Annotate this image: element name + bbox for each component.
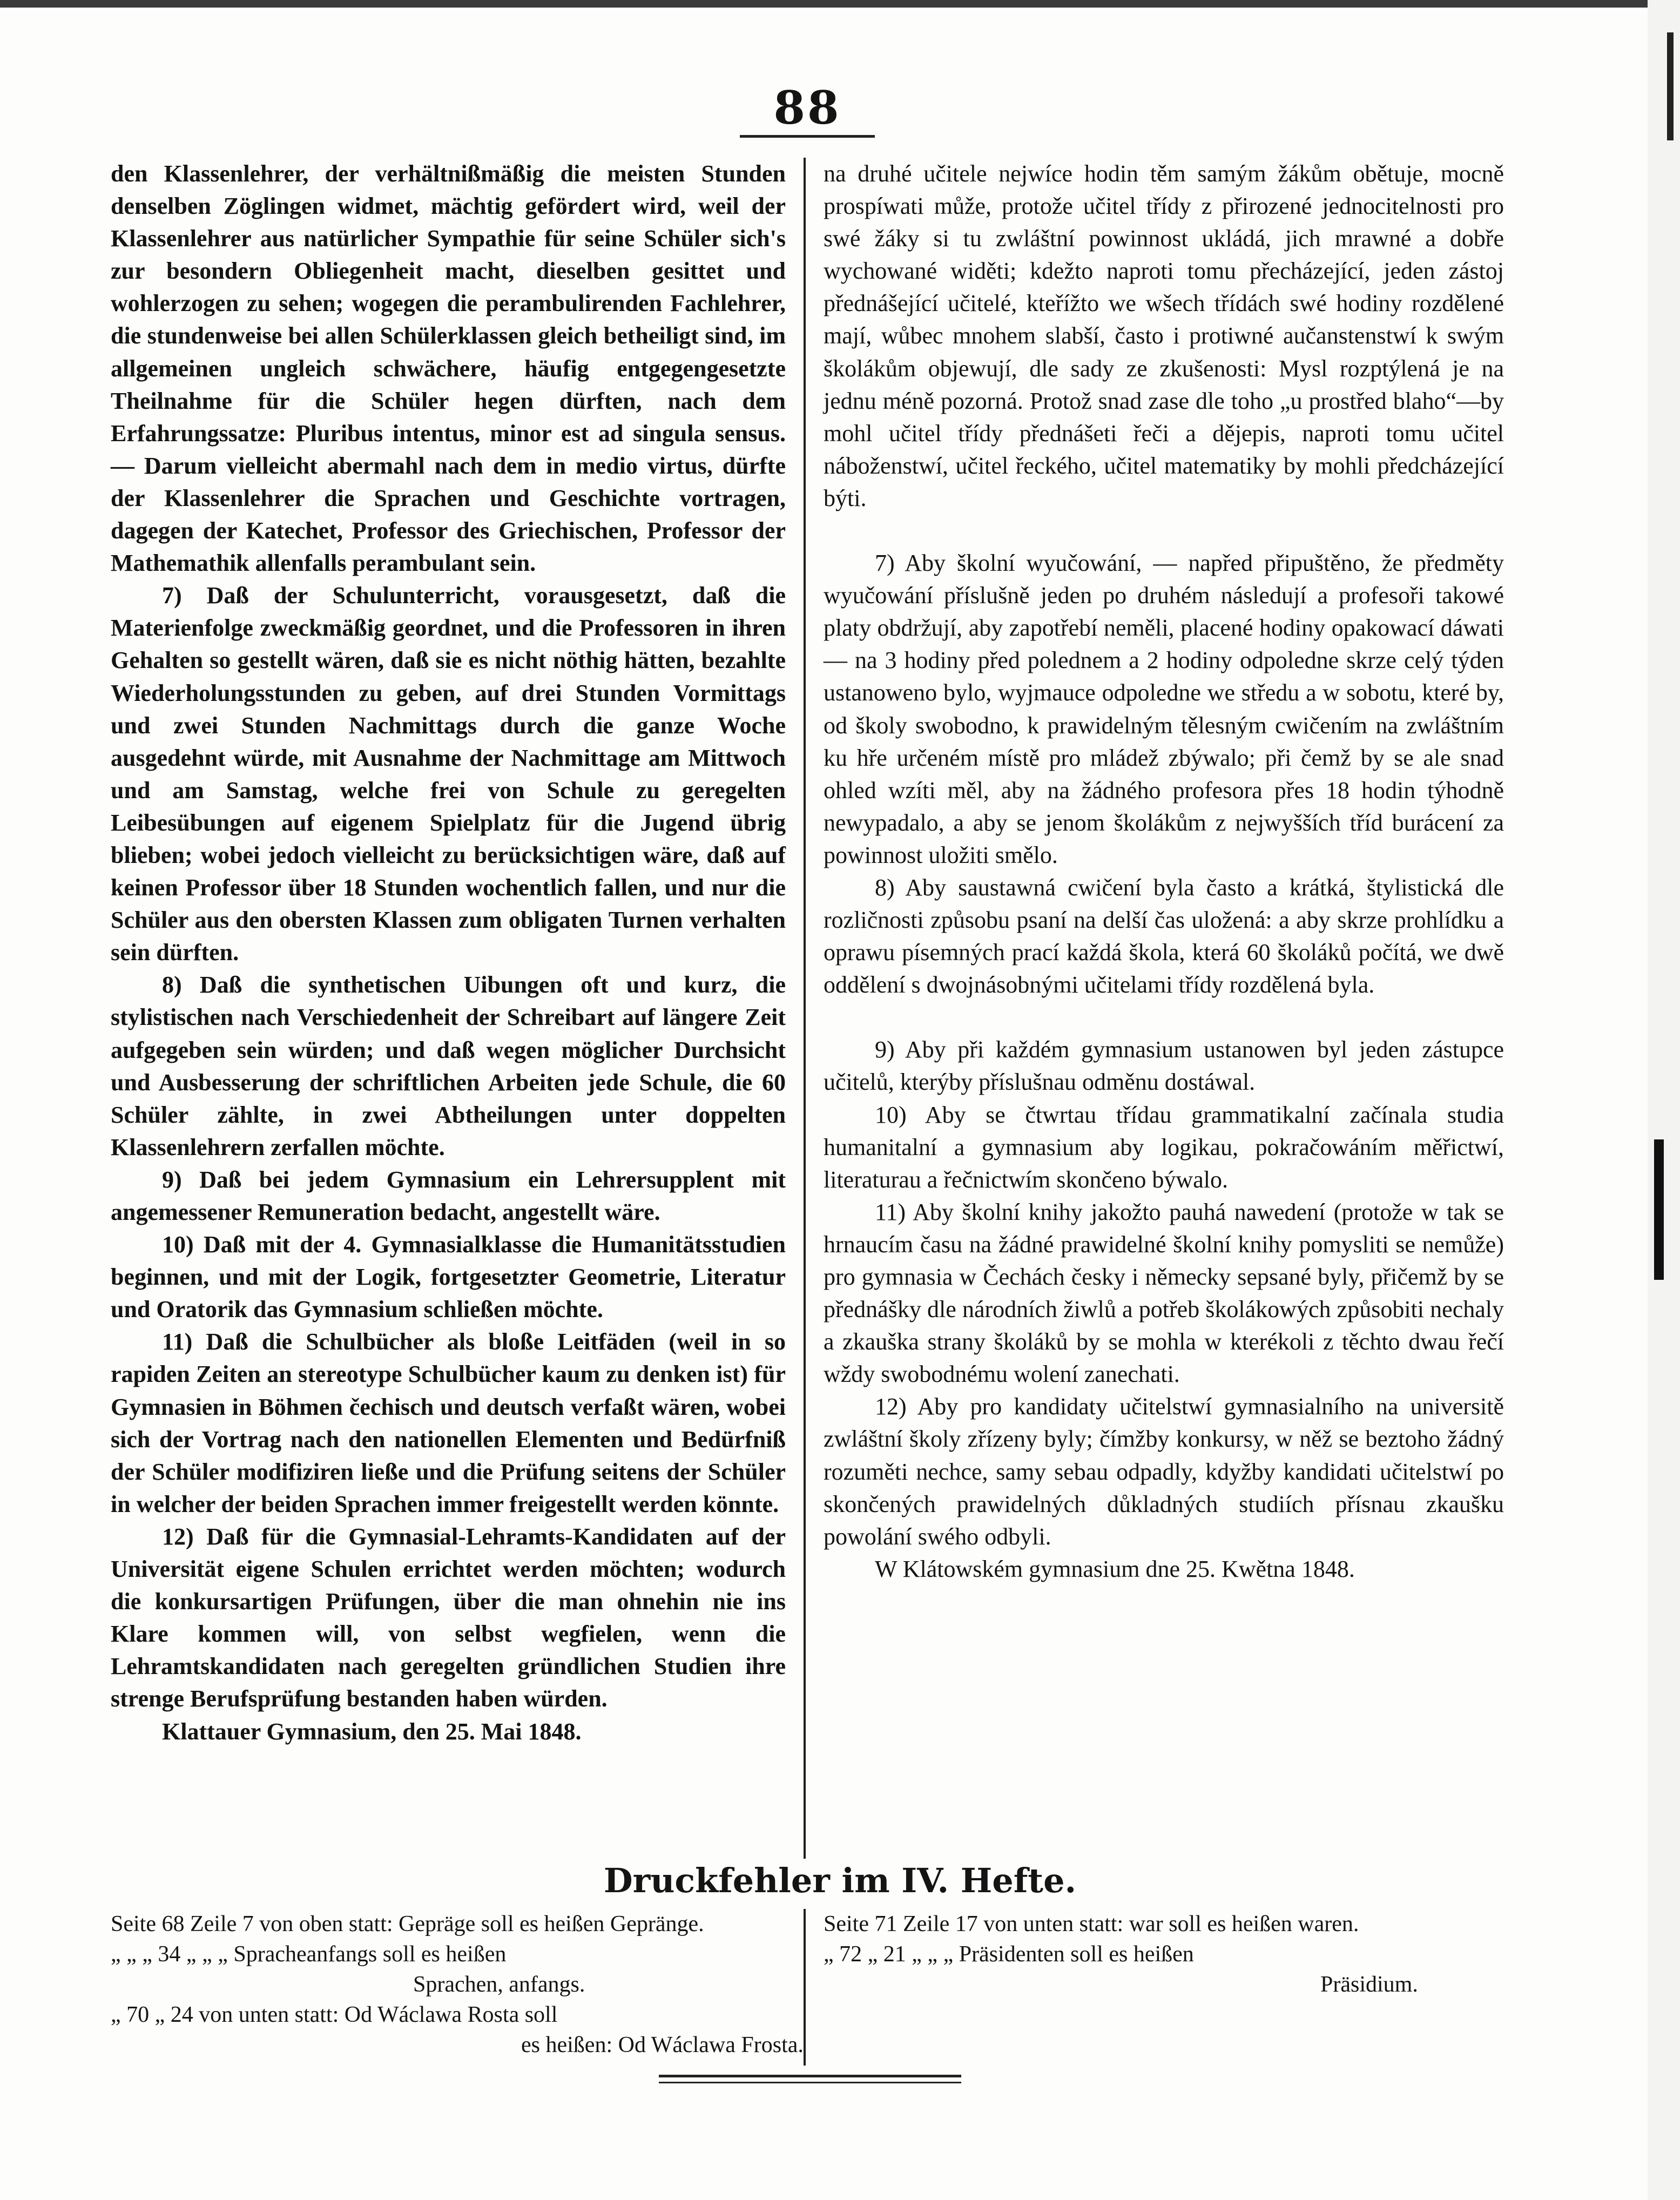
errata-left: [111, 1909, 804, 2060]
czech-column: [824, 158, 1504, 1585]
czech-paragraph: 8) Aby saustawná cwičení byla často a krátká, štylistická dle rozličnosti způsobu psaní na delší čas uložená: a aby skrze prohlídku a oprawu písemných prací každá škola, která 60 školáků počítá, we dwě oddělení s dwojnásobnými učitelami třídy rozdělená byla.: [824, 874, 1504, 998]
german-paragraph: 12) Daß für die Gymnasial-Lehramts-Kandidaten auf der Universität eigene Schulen errichtet werden möchten; wodurch die konkursartigen Prüfungen, über die man ohnehin nie ins Klare kommen will, von selbst wegfielen, wenn die Lehramtskandidaten nach geregelten gründlichen Studien ihre strenge Berufsprüfung bestanden haben würden.: [111, 1523, 786, 1712]
closing-rule: [659, 2075, 961, 2077]
errata-line: „ „ „ 34 „ „ „ Spracheanfangs soll es heißen: [111, 1942, 507, 1967]
czech-paragraph: na druhé učitele nejwíce hodin těm samým žákům obětuje, mocně prospíwati může, protože učitel třídy z přirozené jednocitelnosti pro swé žáky si tu zwláštní powinnost ukládá, jich mrawné a dobře wychowané widěti; kdežto naproti tomu přecházející, jeden zástoj přednášející učitelé, kteřížto we wšech třídách swé hodiny rozdělené mají, wůbec mnohem slabší, často i protiwné aučanstenstwí k swým školákům objewují, dle sady ze zkušenosti: Mysl rozptýlená je na jednu méně pozorná. Protož snad zase dle toho „u prostřed blaho“—by mohl učitel třídy přednášeti řeči a dějepis, naproti tomu učitel náboženstwí, učitel řeckého, učitel matematiky by mohli předcházející býti.: [824, 160, 1504, 511]
german-paragraph: 10) Daß mit der 4. Gymnasialklasse die Humanitätsstudien beginnen, und mit der Logik, fortgesetzter Geometrie, Literatur und Oratorik das Gymnasium schließen möchte.: [111, 1231, 786, 1323]
german-paragraph: 8) Daß die synthetischen Uibungen oft und kurz, die stylistischen nach Verschiedenheit der Schreibart auf längere Zeit aufgegeben sein würden; und daß wegen möglicher Durchsicht und Ausbesserung der schriftlichen Arbeiten jede Schule, die 60 Schüler zählte, in zwei Abtheilungen unter doppelten Klassenlehrern zerfallen möchte.: [111, 971, 786, 1160]
german-column: [111, 158, 786, 1748]
german-paragraph: 11) Daß die Schulbücher als bloße Leitfäden (weil in so rapiden Zeiten an stereotype Schulbücher kaum zu denken ist) für Gymnasien in Böhmen čechisch und deutsch verfaßt wären, wobei sich der Vortrag nach den nationellen Elementen und Bedürfniß der Schüler modifiziren ließe und die Prüfung seitens der Schüler in welcher der beiden Sprachen immer freigestellt werden könnte.: [111, 1328, 786, 1517]
scan-edge-mark: [1667, 32, 1674, 140]
czech-signature: W Klátowském gymnasium dne 25. Kwětna 1848.: [875, 1555, 1355, 1582]
page-number: 88: [773, 81, 841, 134]
czech-paragraph: 9) Aby při každém gymnasium ustanowen byl jeden zástupce učitelů, kterýby příslušnau odměnu dostáwal.: [824, 1036, 1504, 1096]
czech-paragraph: 11) Aby školní knihy jakožto pauhá nawedení (protože w tak se hrnaucím času na žádné prawidelné školní knihy pomysliti se nemůže) pro gymnasia w Čechách česky i německy sepsané byly, přičemž by se přednášky dle národních žiwlů a potřeb školákowých způsobiti nechaly a zkauška strany školáků by se mohla w kterékoli z těchto dwau řečí wždy swobodnému wolení zanechati.: [824, 1198, 1504, 1388]
page-number-rule: [740, 135, 875, 138]
czech-paragraph: 12) Aby pro kandidaty učitelstwí gymnasialního na universitě zwláštní školy zřízeny byly; čímžby konkursy, w něž se beztoho žádný rozuměti nechce, samy sebau odpadly, kdyžby kandidati učitelstwí po skončených prawidelných důkladných studiích přísnau zkaušku powolání swého odbyli.: [824, 1393, 1504, 1550]
column-divider: [804, 158, 806, 1859]
errata-line: Seite 71 Zeile 17 von unten statt: war soll es heißen waren.: [824, 1912, 1359, 1936]
scan-top-edge: [0, 0, 1680, 8]
czech-paragraph: 7) Aby školní wyučowání, — napřed připuštěno, že předměty wyučowání příslušně jeden po druhém následují a profesoři takowé platy obdržují, aby zapotřebí neměli, placené hodiny opakowací dáwati — na 3 hodiny před polednem a 2 hodiny odpoledne skrze celý týden ustanoweno bylo, wyjmauce odpoledne we středu a w sobotu, které by, od školy swobodno, k prawidelným tělesným cwičením na zwláštním ku hře určeném místě pro mládež zbýwalo; při čemž by se ale snad ohled wzíti měl, aby na žádného profesora přes 18 hodin týhodně newypadalo, a aby se jenom školákům z nejwyšších tříd burácení za powinnost uložiti smělo.: [824, 550, 1504, 868]
czech-paragraph: 10) Aby se čtwrtau třídau grammatikalní začínala studia humanitalní a gymnasium aby logikau, pokračowáním měřictwí, literaturau a řečnictwím skončeno býwalo.: [824, 1101, 1504, 1193]
scan-edge-mark: [1654, 1139, 1664, 1280]
errata-divider: [804, 1909, 806, 2066]
errata-line: Präsidium.: [1320, 1972, 1418, 1997]
errata-right: [824, 1909, 1504, 2000]
german-paragraph: 9) Daß bei jedem Gymnasium ein Lehrersupplent mit angemessener Remuneration bedacht, angestellt wäre.: [111, 1166, 786, 1225]
errata-line: es heißen: Od Wáclawa Frosta.: [521, 2033, 804, 2057]
errata-line: „ 70 „ 24 von unten statt: Od Wáclawa Rosta soll: [111, 2002, 558, 2027]
german-signature: Klattauer Gymnasium, den 25. Mai 1848.: [162, 1718, 582, 1745]
german-paragraph: den Klassenlehrer, der verhältnißmäßig die meisten Stunden denselben Zöglingen widmet, mächtig gefördert wird, weil der Klassenlehrer aus natürlicher Sympathie für seine Schüler sich's zur besondern Obliegenheit macht, dieselben gesittet und wohlerzogen zu sehen; wogegen die perambulirenden Fachlehrer, die stundenweise bei allen Schülerklassen gleich betheiligt sind, im allgemeinen ungleich schwächere, häufig entgegengesetzte Theilnahme für die Schüler hegen dürften, nach dem Erfahrungssatze: Pluribus intentus, minor est ad singula sensus. — Darum vielleicht abermahl nach dem in medio virtus, dürfte der Klassenlehrer die Sprachen und Geschichte vortragen, dagegen der Katechet, Professor des Griechischen, Professor der Mathemathik allenfalls perambulant sein.: [111, 160, 786, 577]
errata-line: Seite 68 Zeile 7 von oben statt: Gepräge soll es heißen Gepränge.: [111, 1912, 704, 1936]
german-paragraph: 7) Daß der Schulunterricht, vorausgesetzt, daß die Materienfolge zweckmäßig geordnet, und die Professoren in ihren Gehalten so gestellt wären, daß sie es nicht nöthig hätten, bezahlte Wiederholungsstunden zu geben, auf drei Stunden Vormittags und zwei Stunden Nachmittags durch die ganze Woche ausgedehnt würde, mit Ausnahme der Nachmittage am Mittwoch und am Samstag, welche frei von Schule zu geregelten Leibesübungen auf eigenem Spielplatz für die Jugend übrig blieben; wobei jedoch vielleicht zu berücksichtigen wäre, daß auf keinen Professor über 18 Stunden wochentlich fallen, und nur die Schüler aus den obersten Klassen zum obligaten Turnen verhalten sein dürften.: [111, 582, 786, 966]
errata-line: „ 72 „ 21 „ „ „ Präsidenten soll es heißen: [824, 1942, 1194, 1967]
errata-line: Sprachen, anfangs.: [413, 1972, 585, 1997]
errata-title: Druckfehler im IV. Hefte.: [603, 1861, 1077, 1900]
closing-rule: [659, 2082, 961, 2083]
